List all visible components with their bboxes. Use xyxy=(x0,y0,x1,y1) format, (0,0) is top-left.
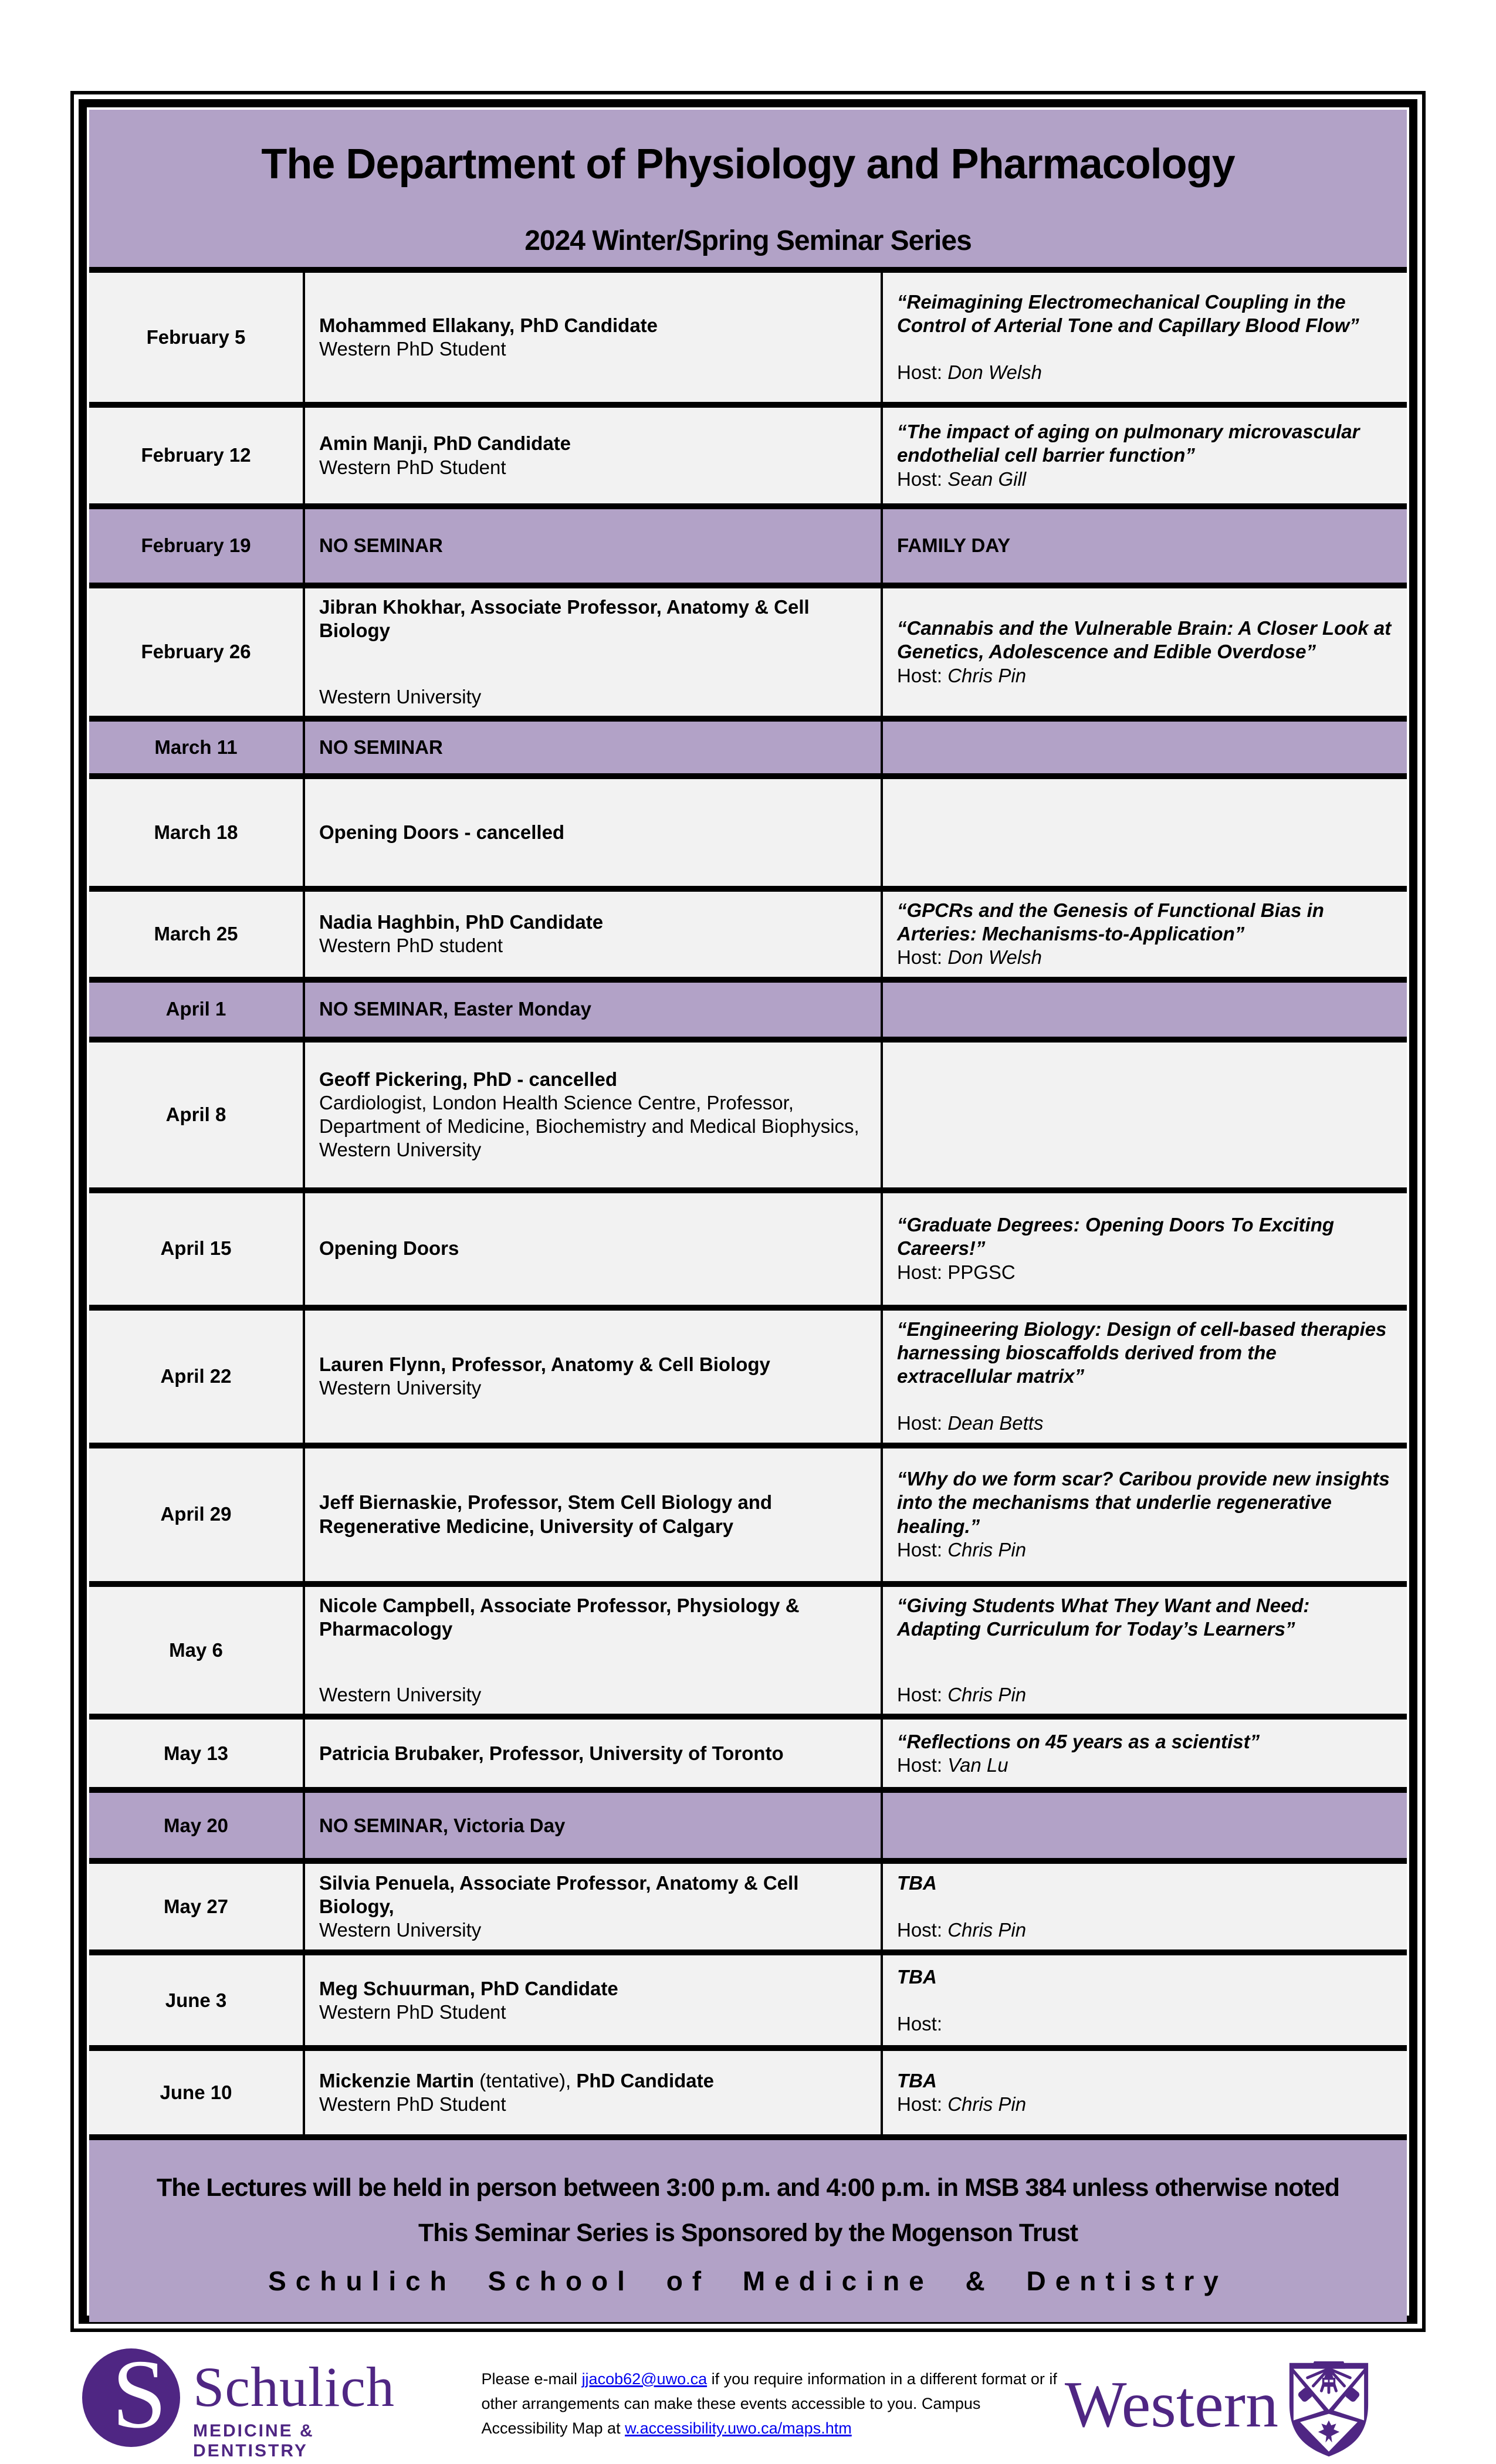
text-line: Meg Schuurman, PhD Candidate xyxy=(319,1977,618,1999)
text-line: Western University xyxy=(319,1684,482,1705)
table-row xyxy=(89,1787,1407,1858)
text-line: “Engineering Biology: Design of cell-based therapies harnessing bioscaffolds derived from the extracellular matrix” xyxy=(897,1318,1387,1387)
text-line: Western PhD Student xyxy=(319,338,506,360)
talk-cell xyxy=(883,892,1407,977)
table-row xyxy=(89,1714,1407,1787)
text-line: Western PhD Student xyxy=(319,456,506,478)
date-cell: May 27 xyxy=(89,1864,305,1949)
speaker-cell xyxy=(305,1955,883,2045)
talk-cell xyxy=(883,779,1407,886)
table-row xyxy=(89,1187,1407,1305)
date-cell: May 6 xyxy=(89,1587,305,1714)
schulich-logo-icon xyxy=(82,2348,180,2447)
text-line: Geoff Pickering, PhD - cancelled xyxy=(319,1068,617,1090)
date-cell: March 11 xyxy=(89,722,305,773)
table-row xyxy=(89,1949,1407,2045)
text-line: Nadia Haghbin, PhD Candidate xyxy=(319,911,604,933)
text-line: Host: Chris Pin xyxy=(897,2093,1027,2116)
table-row xyxy=(89,886,1407,977)
talk-cell xyxy=(883,509,1407,583)
schulich-mark-letter: S xyxy=(111,2348,167,2447)
date-cell: April 22 xyxy=(89,1311,305,1443)
text-line: Western PhD Student xyxy=(319,2093,506,2116)
speaker-cell xyxy=(305,892,883,977)
date-cell: April 8 xyxy=(89,1043,305,1187)
speaker-cell xyxy=(305,983,883,1037)
talk-cell xyxy=(883,1955,1407,2045)
text-line: Host: Chris Pin xyxy=(897,664,1027,686)
schulich-tagline: MEDICINE & DENTISTRY xyxy=(193,2421,314,2460)
date-cell: May 20 xyxy=(89,1793,305,1858)
table-row xyxy=(89,716,1407,773)
text-line: “Why do we form scar? Caribou provide new insights into the mechanisms that underlie regenerative healing.” xyxy=(897,1468,1390,1537)
western-logo xyxy=(1065,2361,1370,2458)
schulich-logo xyxy=(82,2344,434,2461)
text-line: NO SEMINAR xyxy=(319,736,443,758)
text-line: TBA xyxy=(897,1872,937,1894)
text-line: Lauren Flynn, Professor, Anatomy & Cell Biology xyxy=(319,1353,770,1375)
seminar-schedule xyxy=(87,107,1409,2316)
text-line: “Giving Students What They Want and Need: Adapting Curriculum for Today’s Learners” xyxy=(897,1594,1310,1640)
date-cell: June 10 xyxy=(89,2051,305,2134)
talk-cell xyxy=(883,1193,1407,1305)
talk-cell xyxy=(883,273,1407,402)
speaker-cell xyxy=(305,1864,883,1949)
table-row xyxy=(89,773,1407,886)
text-line: Host: xyxy=(897,2012,943,2035)
speaker-cell xyxy=(305,2051,883,2134)
table-row xyxy=(89,1443,1407,1581)
text-line: Jibran Khokhar, Associate Professor, Anatomy & Cell Biology xyxy=(319,596,810,642)
date-cell: March 18 xyxy=(89,779,305,886)
text-line: Western University xyxy=(319,1919,482,1941)
speaker-cell xyxy=(305,273,883,402)
text-line: Western University xyxy=(319,1377,482,1399)
speaker-cell xyxy=(305,588,883,716)
talk-cell xyxy=(883,1864,1407,1949)
talk-cell xyxy=(883,408,1407,503)
text-line: Patricia Brubaker, Professor, University of Toronto xyxy=(319,1742,784,1764)
text-line: FAMILY DAY xyxy=(897,534,1011,557)
speaker-cell xyxy=(305,1448,883,1581)
text-line: NO SEMINAR, Easter Monday xyxy=(319,998,591,1020)
date-cell: June 3 xyxy=(89,1955,305,2045)
page-subtitle: 2024 Winter/Spring Seminar Series xyxy=(524,225,972,256)
speaker-cell xyxy=(305,1720,883,1787)
text-line: Host: Chris Pin xyxy=(897,1919,1027,1941)
footer-banner xyxy=(89,2134,1407,2322)
text-line: “Reflections on 45 years as a scientist” xyxy=(897,1730,1260,1752)
speaker-cell xyxy=(305,779,883,886)
text-line: Western University xyxy=(319,685,482,708)
text-line: TBA xyxy=(897,2070,937,2091)
text-line: Jeff Biernaskie, Professor, Stem Cell Biology and Regenerative Medicine, University of Calgary xyxy=(319,1491,773,1537)
talk-cell xyxy=(883,2051,1407,2134)
speaker-cell xyxy=(305,722,883,773)
seminar-table xyxy=(89,267,1407,2134)
speaker-cell xyxy=(305,1793,883,1858)
note-text: if you require information in a different format or if other arrangements can make these events accessible to you. Campus Accessibility Map at xyxy=(481,2370,1057,2437)
text-line: TBA xyxy=(897,1965,937,1988)
text-line: “Cannabis and the Vulnerable Brain: A Closer Look at Genetics, Adolescence and Edible Overdose” xyxy=(897,617,1392,663)
accessibility-map-link[interactable]: w.accessibility.uwo.ca/maps.htm xyxy=(625,2419,852,2437)
text-line: Host: Chris Pin xyxy=(897,1684,1027,1705)
footer-location-note: The Lectures will be held in person between 3:00 p.m. and 4:00 p.m. in MSB 384 unless otherwise noted xyxy=(156,2174,1340,2202)
text-line: Host: Chris Pin xyxy=(897,1538,1027,1561)
date-cell: April 15 xyxy=(89,1193,305,1305)
email-link[interactable]: jjacob62@uwo.ca xyxy=(581,2370,708,2388)
page-frame xyxy=(70,91,1426,2332)
table-row xyxy=(89,1858,1407,1949)
text-line: Cardiologist, London Health Science Centre, Professor, Department of Medicine, Biochemistry and Medical Biophysics, Western University xyxy=(319,1091,859,1161)
date-cell: May 13 xyxy=(89,1720,305,1787)
text-line: Silvia Penuela, Associate Professor, Anatomy & Cell Biology, xyxy=(319,1871,799,1918)
text-line: NO SEMINAR, Victoria Day xyxy=(319,1814,566,1836)
speaker-cell xyxy=(305,1043,883,1187)
text-line: “Reimagining Electromechanical Coupling in the Control of Arterial Tone and Capillary Blood Flow” xyxy=(897,290,1359,336)
page-frame-inner xyxy=(79,99,1417,2324)
date-cell: February 12 xyxy=(89,408,305,503)
text-line: Host: PPGSC xyxy=(897,1261,1016,1283)
table-row xyxy=(89,977,1407,1037)
text-line: Host: Sean Gill xyxy=(897,468,1027,490)
accessibility-note xyxy=(481,2367,1064,2441)
talk-cell xyxy=(883,722,1407,773)
date-cell: April 29 xyxy=(89,1448,305,1581)
text-line: Western PhD Student xyxy=(319,2001,506,2023)
western-shield-icon xyxy=(1288,2361,1370,2458)
table-row xyxy=(89,1581,1407,1714)
bottom-logo-strip xyxy=(0,2344,1496,2464)
speaker-cell xyxy=(305,1311,883,1443)
text-line: Host: Van Lu xyxy=(897,1754,1008,1776)
western-name: Western xyxy=(1064,2368,1278,2441)
date-cell: April 1 xyxy=(89,983,305,1037)
text-line: Amin Manji, PhD Candidate xyxy=(319,432,571,455)
text-line: Mohammed Ellakany, PhD Candidate xyxy=(319,314,658,336)
talk-cell xyxy=(883,1720,1407,1787)
footer-sponsor-note: This Seminar Series is Sponsored by the Mogenson Trust xyxy=(418,2219,1078,2248)
table-row xyxy=(89,583,1407,716)
speaker-cell xyxy=(305,1193,883,1305)
footer-school-name: Schulich School of Medicine & Dentistry xyxy=(268,2266,1228,2297)
speaker-cell xyxy=(305,408,883,503)
talk-cell xyxy=(883,1793,1407,1858)
talk-cell xyxy=(883,983,1407,1037)
talk-cell xyxy=(883,1311,1407,1443)
talk-cell xyxy=(883,1587,1407,1714)
schulich-logo-text xyxy=(193,2355,434,2461)
table-row xyxy=(89,2045,1407,2134)
table-row xyxy=(89,402,1407,503)
table-row xyxy=(89,267,1407,402)
speaker-cell xyxy=(305,509,883,583)
text-line: Opening Doors xyxy=(319,1237,459,1260)
text-line: NO SEMINAR xyxy=(319,534,443,557)
text-line: Mickenzie Martin (tentative), PhD Candidate xyxy=(319,2070,715,2091)
page-title: The Department of Physiology and Pharmacology xyxy=(261,141,1235,188)
text-line: Opening Doors - cancelled xyxy=(319,821,565,843)
text-line: “GPCRs and the Genesis of Functional Bias in Arteries: Mechanisms-to-Application” xyxy=(897,899,1324,945)
table-row xyxy=(89,1305,1407,1443)
table-row xyxy=(89,1037,1407,1187)
note-text: Please e-mail xyxy=(481,2370,582,2388)
speaker-cell xyxy=(305,1587,883,1714)
text-line: “The impact of aging on pulmonary microvascular endothelial cell barrier function” xyxy=(897,421,1360,466)
talk-cell xyxy=(883,588,1407,716)
date-cell: March 25 xyxy=(89,892,305,977)
table-row xyxy=(89,503,1407,583)
date-cell: February 19 xyxy=(89,509,305,583)
text-line: “Graduate Degrees: Opening Doors To Exciting Careers!” xyxy=(897,1214,1335,1260)
text-line: Host: Dean Betts xyxy=(897,1412,1044,1434)
text-line: Nicole Campbell, Associate Professor, Physiology & Pharmacology xyxy=(319,1594,800,1640)
talk-cell xyxy=(883,1448,1407,1581)
date-cell: February 5 xyxy=(89,273,305,402)
text-line: Host: Don Welsh xyxy=(897,946,1042,969)
text-line: Western PhD student xyxy=(319,935,503,957)
date-cell: February 26 xyxy=(89,588,305,716)
schulich-name: Schulich xyxy=(193,2355,395,2418)
header-banner xyxy=(89,110,1407,267)
text-line: Host: Don Welsh xyxy=(897,361,1042,384)
talk-cell xyxy=(883,1043,1407,1187)
